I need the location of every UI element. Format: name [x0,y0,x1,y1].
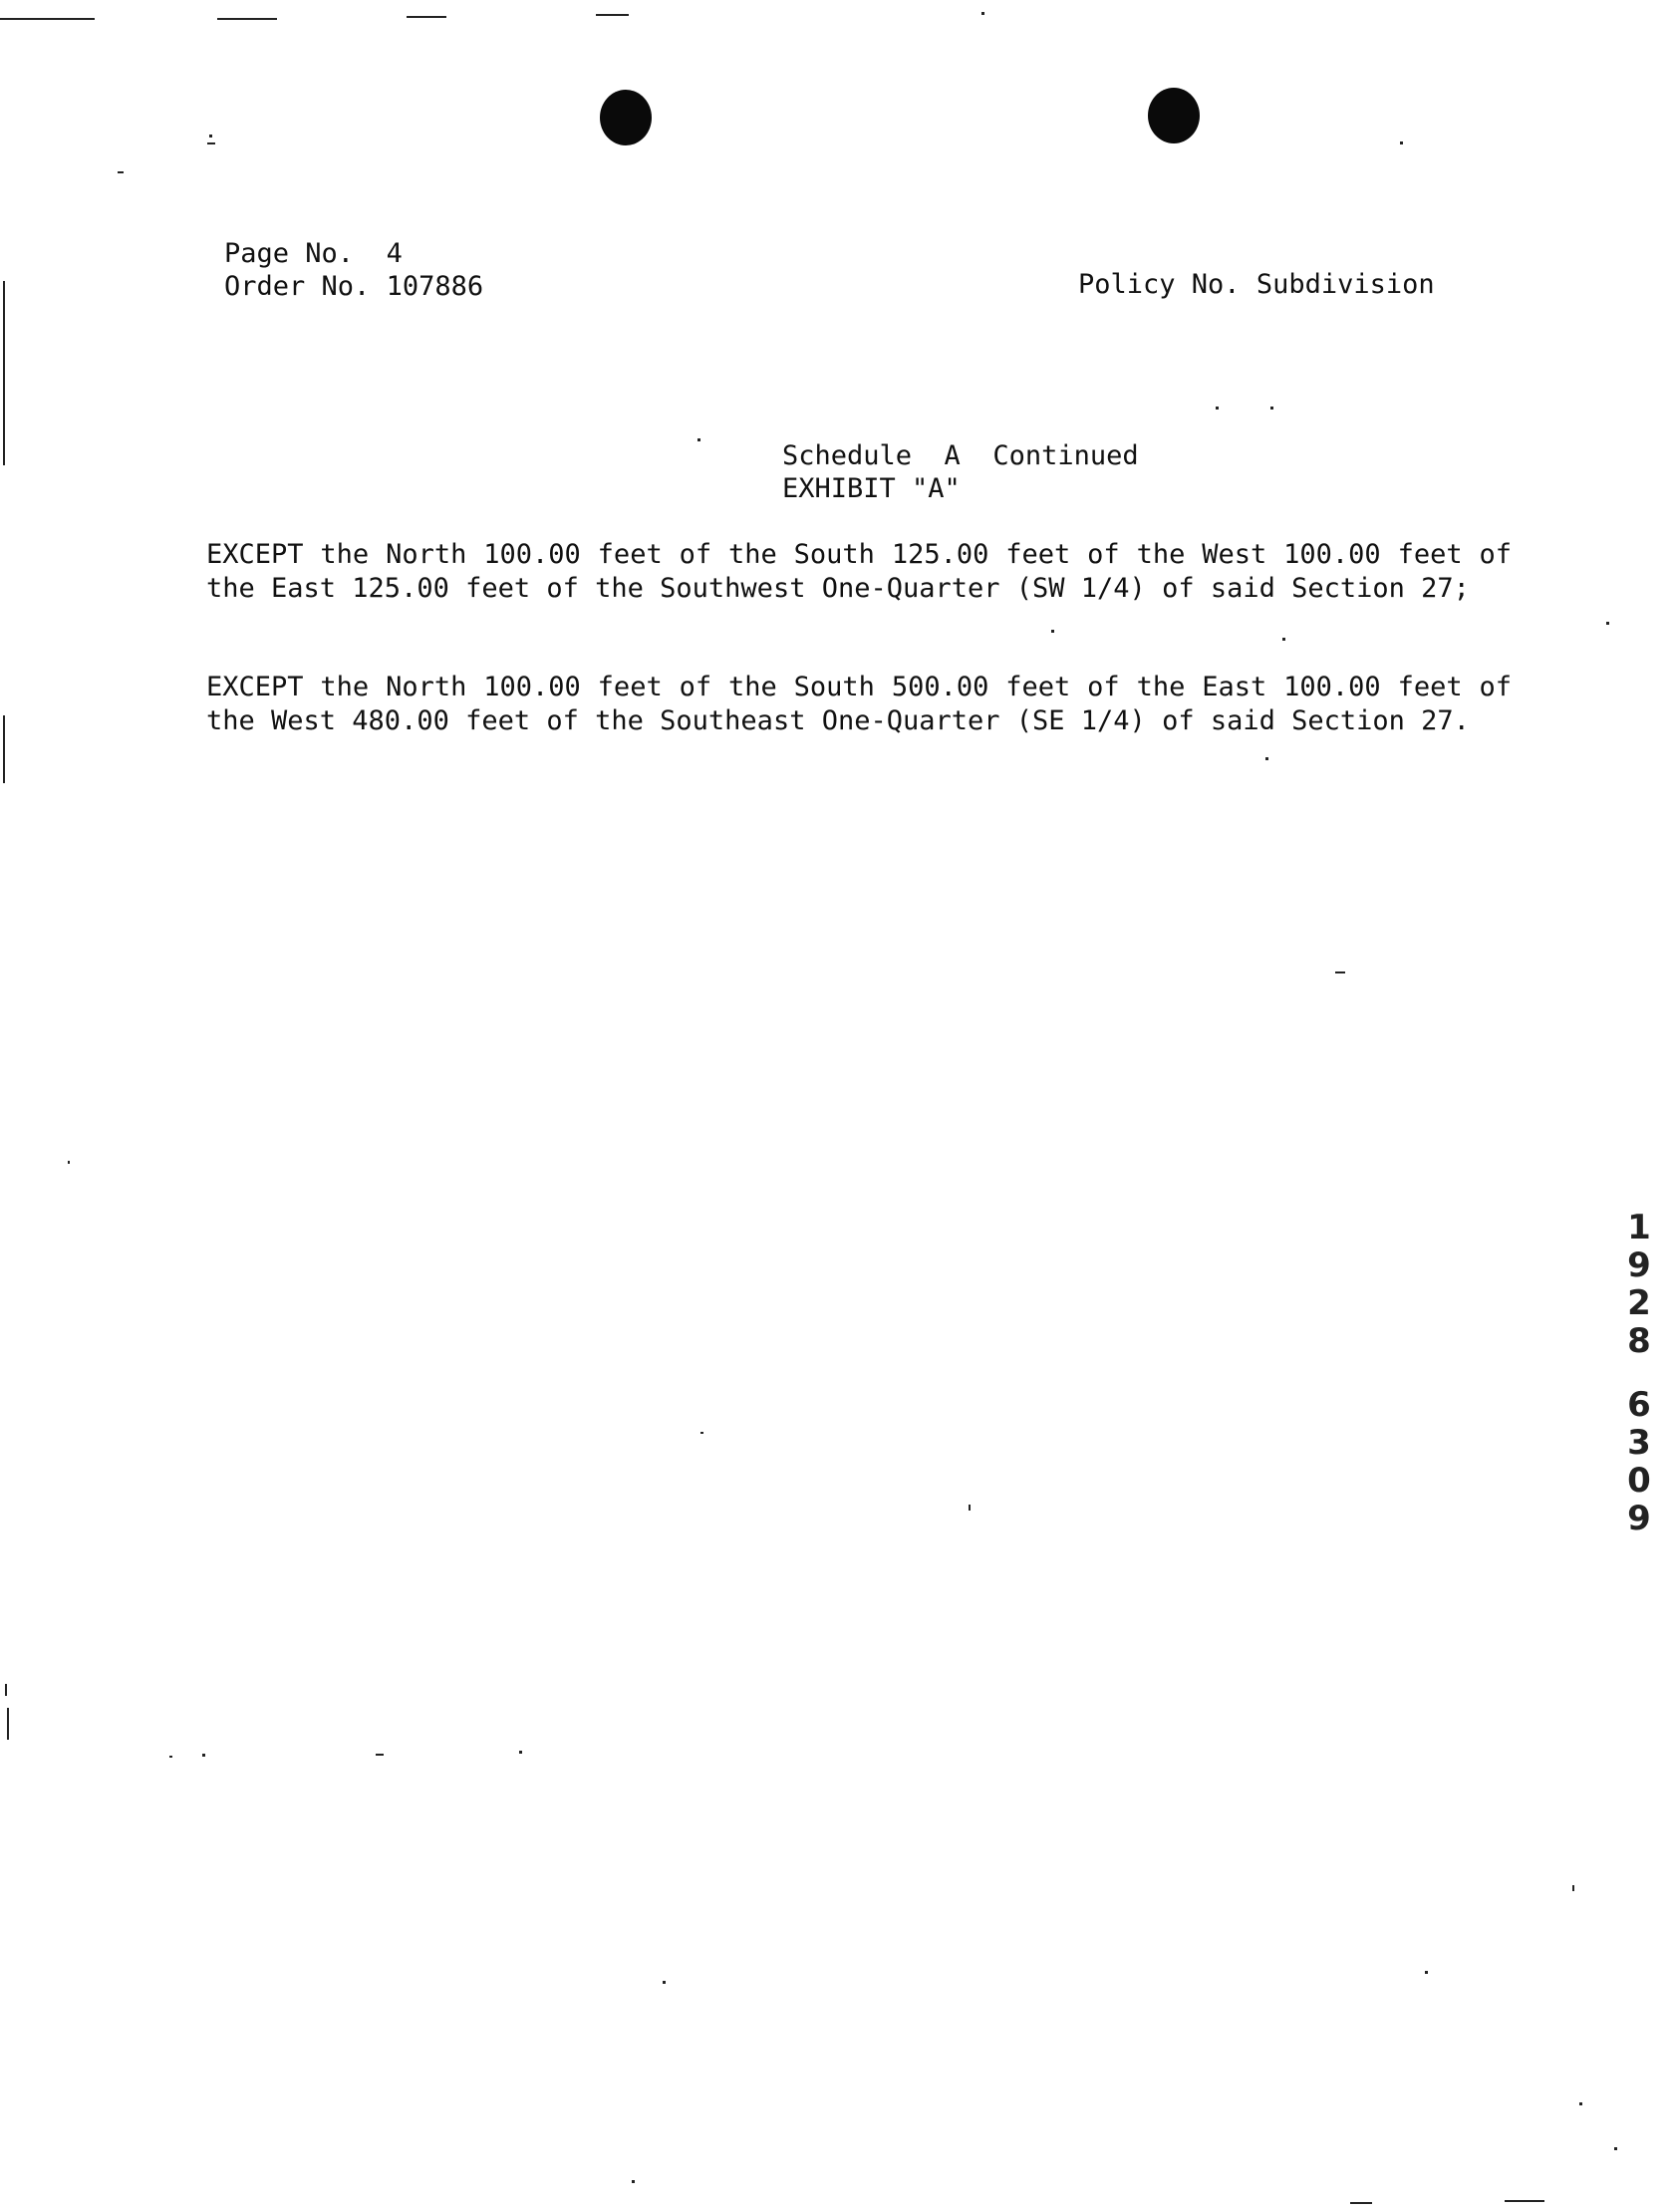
scan-margin-bar [3,715,5,783]
exception-paragraph-2: EXCEPT the North 100.00 feet of the South 500.00 feet of the East 100.00 feet of the West 480.00 feet of the Southeast One-Quarter (SE 1/4) of said Section 27. [206,672,1512,736]
scan-speck [663,1981,666,1984]
side-stamp-digit: 9 [1627,1245,1651,1285]
exhibit-title: EXHIBIT "A" [782,473,961,504]
scan-margin-bar [7,1708,9,1740]
schedule-heading [782,439,1139,505]
header-right [1078,268,1435,301]
scan-speck [700,1432,703,1434]
scan-mark [596,14,629,16]
order-number: 107886 [386,271,484,302]
scan-speck [1606,622,1609,625]
scan-speck [1350,2202,1372,2204]
side-stamp-digit: 9 [1627,1499,1651,1538]
scan-speck [202,1754,205,1757]
scan-speck [68,1161,70,1164]
scan-mark [207,142,215,144]
scan-mark [1400,141,1403,144]
scan-speck [1614,2147,1617,2150]
scan-speck [1051,630,1054,633]
scan-margin-bar [5,1684,7,1696]
side-stamp-digit: 1 [1627,1208,1651,1247]
side-stamp-digit: 3 [1627,1423,1651,1463]
scan-mark [209,135,212,138]
scan-speck [1425,1971,1428,1974]
scan-mark [0,18,95,20]
policy-value: Subdivision [1255,269,1435,300]
punch-hole [1148,88,1200,143]
scan-speck [1579,2102,1582,2105]
scan-speck [632,2180,635,2183]
scan-speck [376,1754,384,1756]
side-stamp-digit: 8 [1627,1321,1651,1361]
scan-speck [1282,638,1285,641]
scan-speck [1505,2200,1544,2202]
policy-label: Policy No. [1078,269,1241,300]
scan-speck [1265,757,1268,760]
scan-mark [407,16,446,18]
exception-paragraph-1: EXCEPT the North 100.00 feet of the South 125.00 feet of the West 100.00 feet of the East 125.00 feet of the Southwest One-Quarter (SW 1/4) of said Section 27; [206,539,1512,604]
scan-speck [1270,407,1273,410]
order-label: Order No. [224,271,371,302]
scan-speck [1216,407,1219,410]
scan-speck [1572,1885,1574,1891]
page-number: 4 [386,238,403,269]
scan-speck [697,438,700,441]
scan-speck [1335,971,1345,973]
side-stamp-digit: 0 [1627,1461,1651,1501]
scan-mark [981,12,984,15]
scan-margin-bar [3,281,5,465]
scan-speck [169,1756,172,1758]
scan-speck [519,1751,522,1754]
side-stamp-digit: 6 [1627,1385,1651,1425]
page-label: Page No. [224,238,355,269]
header-left [224,237,483,303]
schedule-title: Schedule A Continued [782,440,1139,471]
scan-mark [217,18,277,20]
punch-hole [600,90,652,145]
scan-speck [969,1505,971,1511]
scan-mark [118,171,124,173]
side-stamp-digit: 2 [1627,1283,1651,1323]
